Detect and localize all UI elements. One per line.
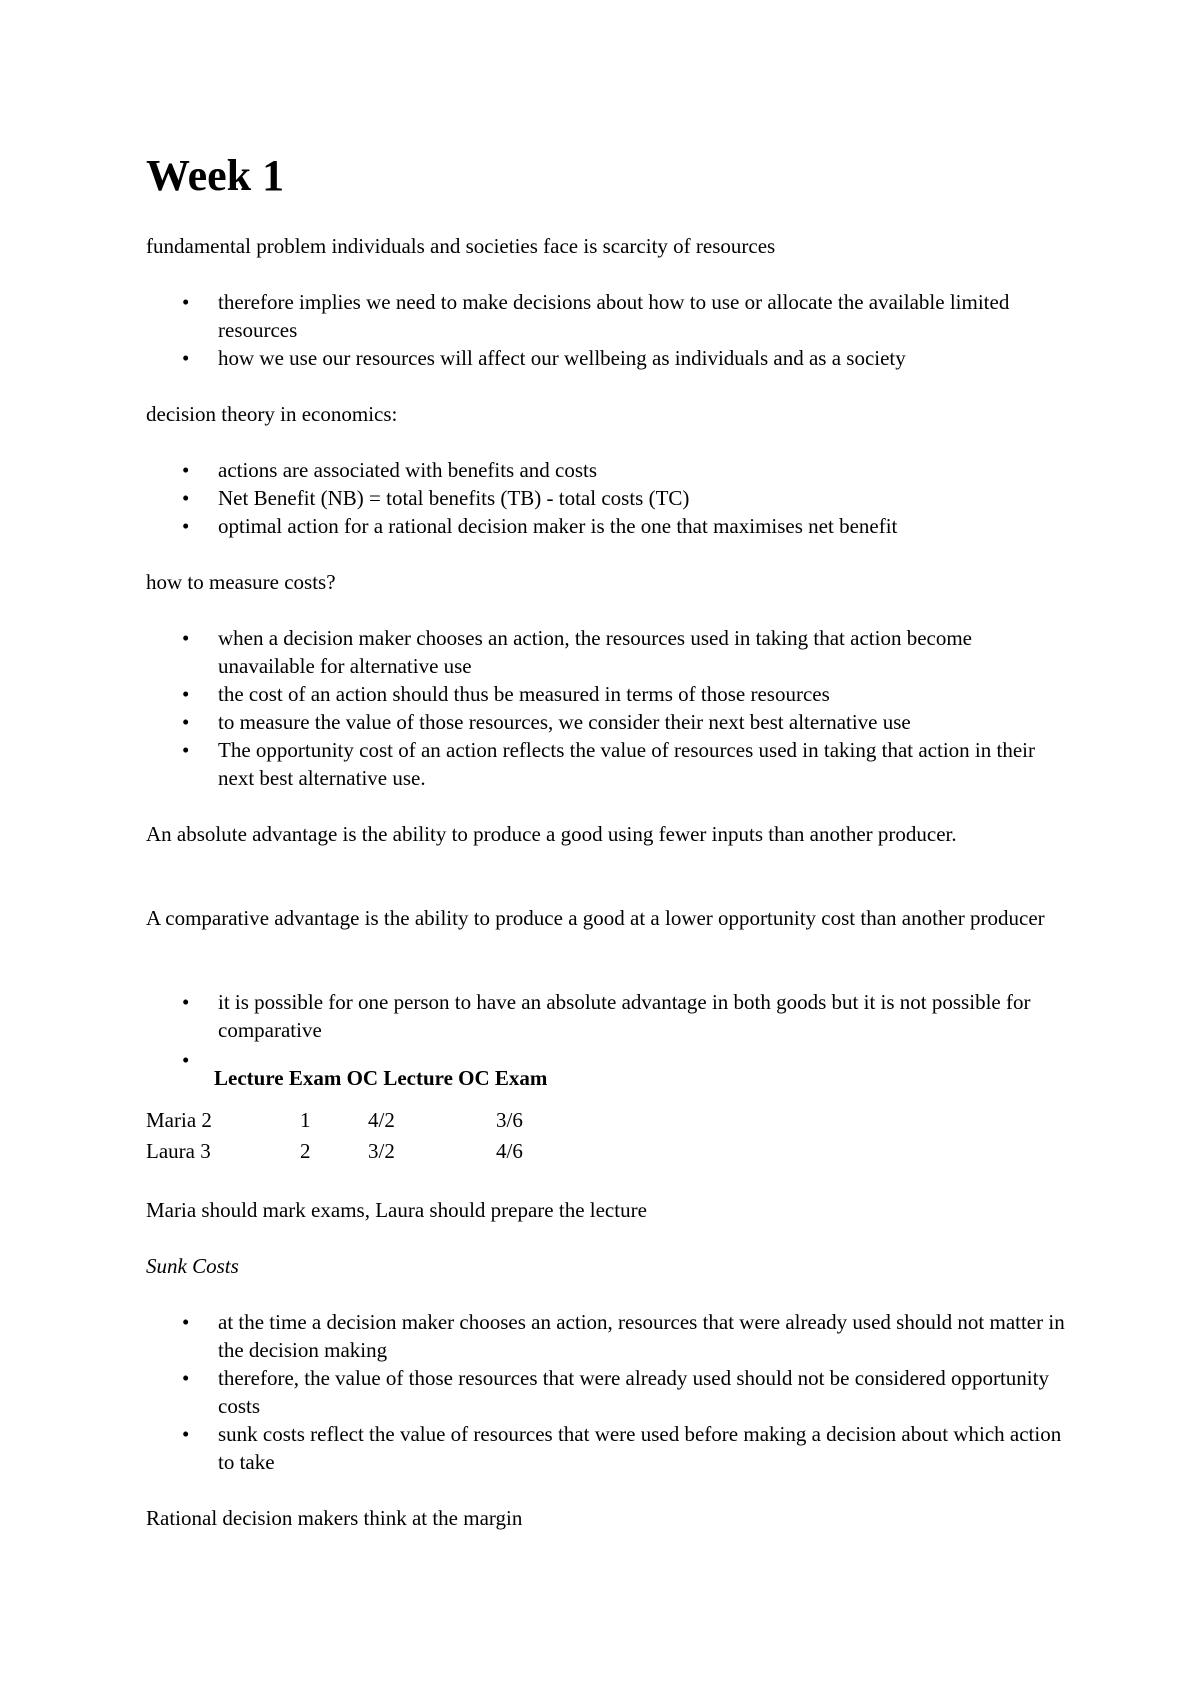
list-item: • how we use our resources will affect our wellbeing as individuals and as a society	[146, 344, 1066, 372]
costs-heading: how to measure costs?	[146, 570, 336, 594]
conclusion-paragraph: Maria should mark exams, Laura should prepare the lecture	[146, 1198, 647, 1222]
comparative-bullet-list	[146, 988, 1066, 1044]
table-cell: 2	[300, 1139, 311, 1163]
margin-paragraph: Rational decision makers think at the margin	[146, 1506, 523, 1530]
absolute-advantage-paragraph: An absolute advantage is the ability to produce a good using fewer inputs than another producer.	[146, 822, 957, 846]
table-header	[146, 1046, 1066, 1106]
intro-bullet-list	[146, 288, 1066, 372]
table-cell: Laura 3	[146, 1139, 211, 1163]
list-item: • sunk costs reflect the value of resources that were used before making a decision about which action to take	[146, 1420, 1066, 1476]
intro-paragraph: fundamental problem individuals and societies face is scarcity of resources	[146, 234, 776, 258]
list-item: • when a decision maker chooses an action, the resources used in taking that action become unavailable for alternative use	[146, 624, 1066, 680]
list-item: • actions are associated with benefits and costs	[146, 456, 1066, 484]
sunk-costs-heading: Sunk Costs	[146, 1254, 239, 1278]
table-row	[146, 1137, 1066, 1165]
costs-bullet-list	[146, 624, 1066, 792]
list-item: • optimal action for a rational decision maker is the one that maximises net benefit	[146, 512, 1066, 540]
table-cell: 3/6	[496, 1108, 523, 1132]
list-item: • to measure the value of those resources, we consider their next best alternative use	[146, 708, 1066, 736]
list-item: • The opportunity cost of an action reflects the value of resources used in taking that action in their next best alternative use.	[146, 736, 1066, 792]
table-row	[146, 1106, 1066, 1134]
list-item: • therefore implies we need to make decisions about how to use or allocate the available limited resources	[146, 288, 1066, 344]
list-item: • therefore, the value of those resources that were already used should not be considered opportunity costs	[146, 1364, 1066, 1420]
table-header-label: Lecture Exam OC Lecture OC Exam	[214, 1066, 548, 1090]
table-cell: Maria 2	[146, 1108, 212, 1132]
bullet-icon: •	[182, 1048, 190, 1072]
decision-bullet-list	[146, 456, 1066, 540]
table-cell: 3/2	[368, 1139, 395, 1163]
table-cell: 4/6	[496, 1139, 523, 1163]
page-title: Week 1	[146, 151, 285, 200]
sunk-bullet-list	[146, 1308, 1066, 1476]
table-cell: 1	[300, 1108, 311, 1132]
list-item: • Net Benefit (NB) = total benefits (TB) - total costs (TC)	[146, 484, 1066, 512]
list-item: • it is possible for one person to have an absolute advantage in both goods but it is not possible for comparative	[146, 988, 1066, 1044]
comparative-advantage-paragraph: A comparative advantage is the ability to produce a good at a lower opportunity cost than another producer	[146, 906, 1045, 930]
list-item: • at the time a decision maker chooses an action, resources that were already used should not matter in the decision making	[146, 1308, 1066, 1364]
decision-heading: decision theory in economics:	[146, 402, 398, 426]
table-cell: 4/2	[368, 1108, 395, 1132]
list-item: • the cost of an action should thus be measured in terms of those resources	[146, 680, 1066, 708]
